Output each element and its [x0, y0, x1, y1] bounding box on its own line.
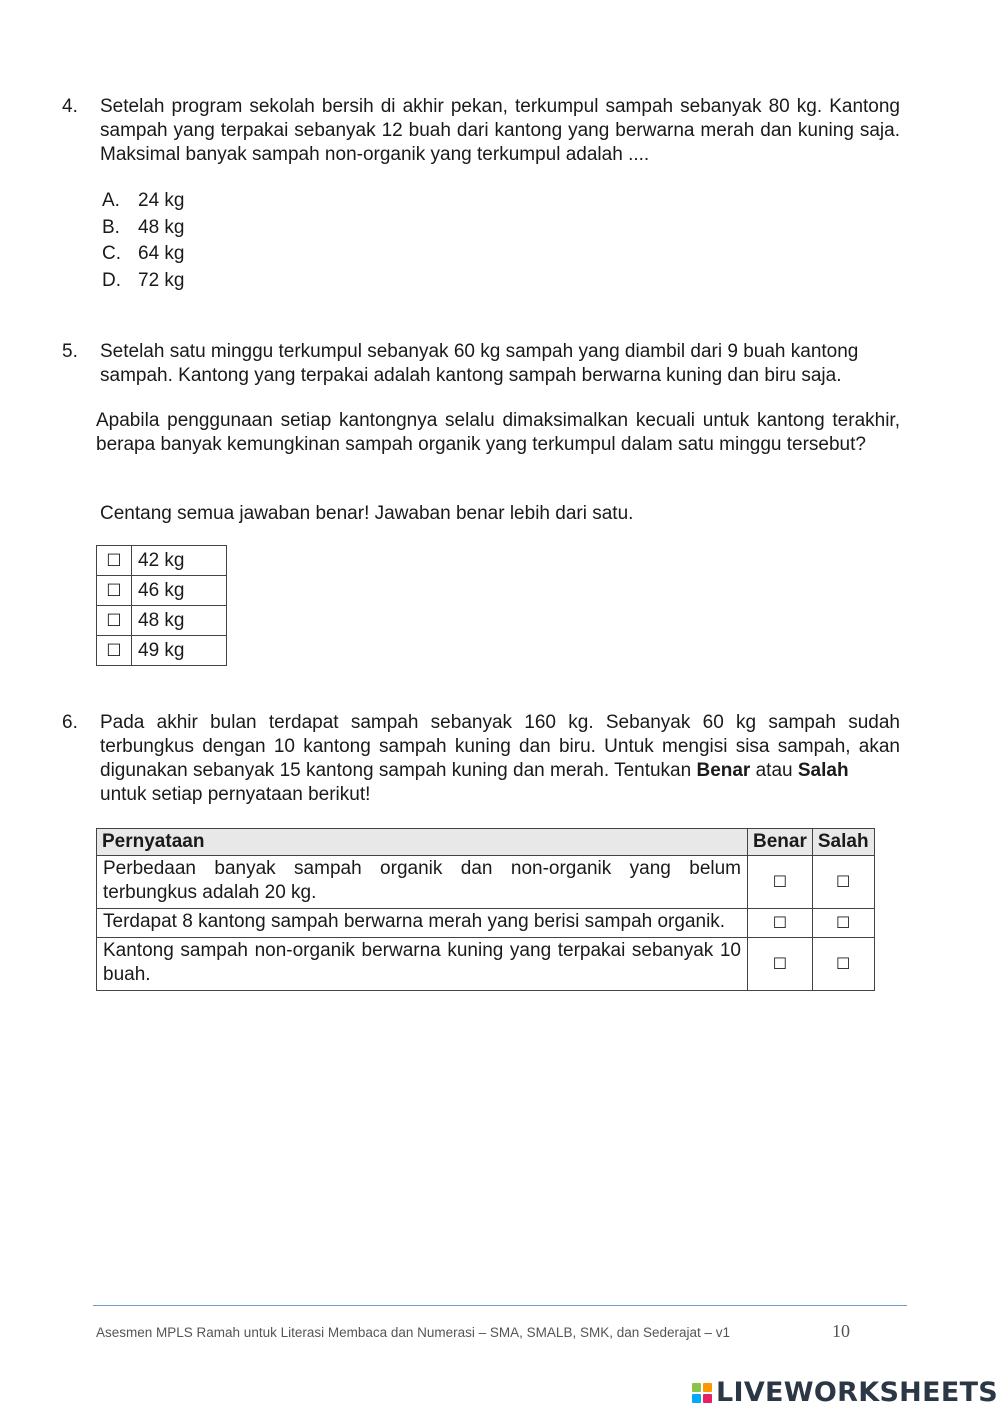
- liveworksheets-brand[interactable]: [692, 1377, 998, 1408]
- question-number: 5.: [62, 341, 78, 362]
- brand-name: LIVEWORKSHEETS: [716, 1377, 999, 1408]
- statement-text: Terdapat 8 kantong sampah berwarna merah yang berisi sampah organik.: [97, 909, 748, 938]
- statement-text: Kantong sampah non-organik berwarna kuning yang terpakai sebanyak 10 buah.: [97, 938, 748, 991]
- checkbox[interactable]: ☐: [97, 636, 132, 666]
- checkbox-salah[interactable]: ☐: [812, 938, 874, 991]
- question-4: [62, 95, 900, 167]
- checkbox-benar[interactable]: ☐: [748, 909, 813, 938]
- table-row: [97, 856, 875, 909]
- checkbox-salah[interactable]: ☐: [812, 909, 874, 938]
- true-false-table: [96, 828, 875, 991]
- checkbox-benar[interactable]: ☐: [748, 938, 813, 991]
- choice-label: 49 kg: [132, 636, 227, 666]
- header-salah: Salah: [812, 829, 874, 856]
- bold-benar: Benar: [696, 760, 751, 781]
- question-6: [62, 711, 900, 807]
- question-5-paragraph: Apabila penggunaan setiap kantongnya selalu dimaksimalkan kecuali untuk kantong terakhir, berapa banyak kemungkinan sampah organik yang terkumpul dalam satu minggu tersebut?: [96, 410, 900, 455]
- option-text: 64 kg: [138, 243, 185, 265]
- question-text: Setelah program sekolah bersih di akhir pekan, terkumpul sampah sebanyak 80 kg. Kantong sampah yang terpakai sebanyak 12 buah dari kantong yang berwarna merah dan kuning saja. Maksimal banyak sampah non-organik yang terkumpul adalah ....: [100, 96, 900, 165]
- bold-salah: Salah: [797, 760, 849, 781]
- option-b[interactable]: B. 48 kg: [102, 215, 184, 242]
- question-number: 4.: [62, 96, 78, 117]
- checkbox-table: [96, 545, 227, 666]
- checkbox-salah[interactable]: ☐: [812, 856, 874, 909]
- question-text: Pada akhir bulan terdapat sampah sebanyak 160 kg. Sebanyak 60 kg sampah sudah terbungkus dengan 10 kantong sampah kuning dan biru. Untuk mengisi sisa sampah, akan digunakan sebanyak 15 kantong sampah kuning dan merah. Tentukan Benar atau Salah: [100, 712, 900, 781]
- liveworksheets-logo-icon: [692, 1383, 712, 1403]
- choice-label: 48 kg: [132, 606, 227, 636]
- option-d[interactable]: D. 72 kg: [102, 268, 184, 295]
- option-text: 24 kg: [138, 190, 185, 211]
- question-text-end: untuk setiap pernyataan berikut!: [100, 784, 371, 805]
- question-text: Setelah satu minggu terkumpul sebanyak 60 kg sampah yang diambil dari 9 buah kantong sampah. Kantong yang terpakai adalah kantong sampah berwarna kuning dan biru saja.: [100, 341, 859, 386]
- question-5: [62, 340, 900, 388]
- table-header-row: [97, 829, 875, 856]
- choice-row: [97, 546, 227, 576]
- option-text: 72 kg: [138, 270, 185, 292]
- header-benar: Benar: [748, 829, 813, 856]
- footer-text: Asesmen MPLS Ramah untuk Literasi Membaca dan Numerasi – SMA, SMALB, SMK, dan Sederajat – v1: [96, 1325, 731, 1340]
- checkbox[interactable]: ☐: [97, 546, 132, 576]
- page-number: 10: [832, 1321, 850, 1341]
- checkbox-benar[interactable]: ☐: [748, 856, 813, 909]
- question-number: 6.: [62, 712, 78, 733]
- checkbox[interactable]: ☐: [97, 606, 132, 636]
- table-row: [97, 909, 875, 938]
- choice-label: 42 kg: [132, 546, 227, 576]
- option-a[interactable]: A. 24 kg: [102, 188, 184, 215]
- checkbox[interactable]: ☐: [97, 576, 132, 606]
- header-statement: Pernyataan: [97, 829, 748, 856]
- option-text: 48 kg: [138, 216, 185, 238]
- table-row: [97, 938, 875, 991]
- footer-divider: [93, 1305, 907, 1306]
- choice-label: 46 kg: [132, 576, 227, 606]
- option-c[interactable]: C. 64 kg: [102, 241, 184, 268]
- question-4-options: [102, 188, 184, 295]
- question-5-instruction: Centang semua jawaban benar! Jawaban benar lebih dari satu.: [100, 503, 634, 524]
- choice-row: [97, 576, 227, 606]
- choice-row: [97, 636, 227, 666]
- statement-text: Perbedaan banyak sampah organik dan non-organik yang belum terbungkus adalah 20 kg.: [97, 856, 748, 909]
- choice-row: [97, 606, 227, 636]
